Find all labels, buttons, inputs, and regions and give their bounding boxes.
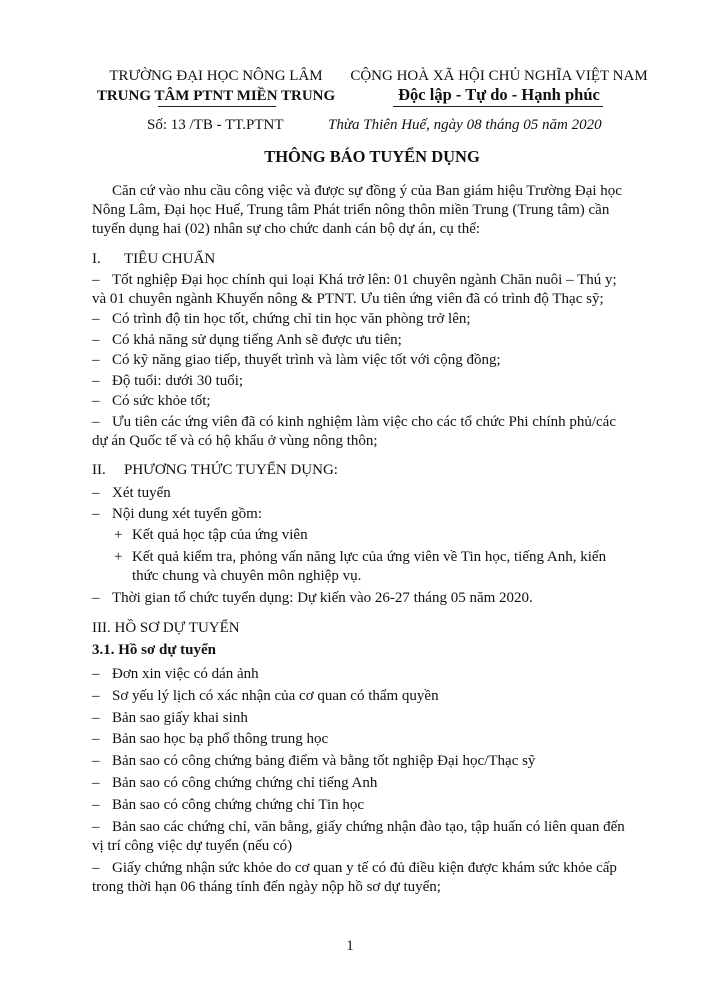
dash-bullet: – <box>92 797 100 813</box>
list-item-text: Bản sao có công chứng chứng chỉ Tin học <box>112 797 365 813</box>
list-item-text: Tốt nghiệp Đại học chính qui loại Khá trở lên: 01 chuyên ngành Chăn nuôi – Thú y; <box>112 272 617 288</box>
header-right-underline <box>393 106 603 107</box>
list-item-text: Có kỹ năng giao tiếp, thuyết trình và làm việc tốt với cộng đồng; <box>112 352 501 368</box>
list-item-text: Xét tuyển <box>112 485 171 501</box>
dash-bullet: – <box>92 311 100 327</box>
dash-bullet: – <box>92 775 100 791</box>
list-item-text: Đơn xin việc có dán ảnh <box>112 666 259 682</box>
list-item-text: Bản sao học bạ phổ thông trung học <box>112 731 329 747</box>
list-item-text: Thời gian tổ chức tuyển dụng: Dự kiến vào 26-27 tháng 05 năm 2020. <box>112 590 533 606</box>
dash-bullet: – <box>92 352 100 368</box>
header-left-underline <box>158 106 276 107</box>
list-item-text: Có trình độ tin học tốt, chứng chỉ tin học văn phòng trở lên; <box>112 311 471 327</box>
sub-list-item-continuation: thức chung và chuyên môn nghiệp vụ. <box>132 568 362 584</box>
section-1-number: I. <box>92 251 101 267</box>
list-item-text: Có sức khỏe tốt; <box>112 393 211 409</box>
list-item-text: Bản sao các chứng chỉ, văn bằng, giấy chứng nhận đào tạo, tập huấn có liên quan đến <box>112 819 625 835</box>
list-item-continuation: trong thời hạn 06 tháng tính đến ngày nộp hồ sơ dự tuyển; <box>92 879 441 895</box>
dash-bullet: – <box>92 753 100 769</box>
dash-bullet: – <box>92 485 100 501</box>
document-number: Số: 13 /TB - TT.PTNT <box>147 117 284 133</box>
section-1-title: TIÊU CHUẨN <box>124 251 216 267</box>
intro-line: Nông Lâm, Đại học Huế, Trung tâm Phát triển nông thôn miền Trung (Trung tâm) cần <box>92 202 610 218</box>
list-item-text: Nội dung xét tuyển gồm: <box>112 506 262 522</box>
dash-bullet: – <box>92 373 100 389</box>
list-item-text: Ưu tiên các ứng viên đã có kinh nghiệm làm việc cho các tổ chức Phi chính phủ/các <box>112 414 616 430</box>
plus-bullet: + <box>114 527 123 543</box>
list-item-text: Bản sao giấy khai sinh <box>112 710 248 726</box>
dash-bullet: – <box>92 666 100 682</box>
list-item-continuation: và 01 chuyên ngành Khuyến nông & PTNT. Ưu tiên ứng viên đã có trình độ Thạc sỹ; <box>92 291 604 307</box>
list-item-continuation: vị trí công việc dự tuyển (nếu có) <box>92 838 293 854</box>
institution-name: TRƯỜNG ĐẠI HỌC NÔNG LÂM <box>109 68 323 84</box>
intro-line: tuyển dụng hai (02) nhân sự cho chức danh cán bộ dự án, cụ thể: <box>92 221 481 237</box>
dash-bullet: – <box>92 731 100 747</box>
list-item-continuation: dự án Quốc tế và có hộ khẩu ở vùng nông thôn; <box>92 433 378 449</box>
place-and-date: Thừa Thiên Huế, ngày 08 tháng 05 năm 2020 <box>328 117 602 133</box>
list-item-text: Bản sao có công chứng chứng chỉ tiếng Anh <box>112 775 378 791</box>
dash-bullet: – <box>92 393 100 409</box>
document-title: THÔNG BÁO TUYỂN DỤNG <box>264 147 480 166</box>
dash-bullet: – <box>92 688 100 704</box>
dash-bullet: – <box>92 710 100 726</box>
sub-list-item-text: Kết quả học tập của ứng viên <box>132 527 308 543</box>
center-name: TRUNG TÂM PTNT MIỀN TRUNG <box>96 88 336 104</box>
dash-bullet: – <box>92 414 100 430</box>
section-2-number: II. <box>92 462 106 478</box>
list-item-text: Độ tuổi: dưới 30 tuổi; <box>112 373 244 389</box>
dash-bullet: – <box>92 332 100 348</box>
national-slogan: Độc lập - Tự do - Hạnh phúc <box>398 85 600 104</box>
country-motto: CỘNG HOÀ XÃ HỘI CHỦ NGHĨA VIỆT NAM <box>350 68 648 84</box>
list-item-text: Bản sao có công chứng bảng điểm và bằng tốt nghiệp Đại học/Thạc sỹ <box>112 753 536 769</box>
page-number: 1 <box>346 938 354 954</box>
section-2-title: PHƯƠNG THỨC TUYỂN DỤNG: <box>124 462 338 478</box>
sub-list-item-text: Kết quả kiểm tra, phỏng vấn năng lực của ứng viên về Tin học, tiếng Anh, kiến <box>132 549 607 565</box>
list-item-text: Có khả năng sử dụng tiếng Anh sẽ được ưu tiên; <box>112 332 402 348</box>
list-item-text: Sơ yếu lý lịch có xác nhận của cơ quan có thẩm quyền <box>112 688 439 704</box>
dash-bullet: – <box>92 272 100 288</box>
section-3-title: III. HỒ SƠ DỰ TUYỂN <box>92 620 240 636</box>
dash-bullet: – <box>92 506 100 522</box>
section-3-subtitle: 3.1. Hồ sơ dự tuyển <box>92 642 216 658</box>
dash-bullet: – <box>92 590 100 606</box>
dash-bullet: – <box>92 819 100 835</box>
plus-bullet: + <box>114 549 123 565</box>
intro-line: Căn cứ vào nhu cầu công việc và được sự đồng ý của Ban giám hiệu Trường Đại học <box>112 183 622 199</box>
list-item-text: Giấy chứng nhận sức khỏe do cơ quan y tế có đủ điều kiện được khám sức khỏe cấp <box>112 860 617 876</box>
dash-bullet: – <box>92 860 100 876</box>
